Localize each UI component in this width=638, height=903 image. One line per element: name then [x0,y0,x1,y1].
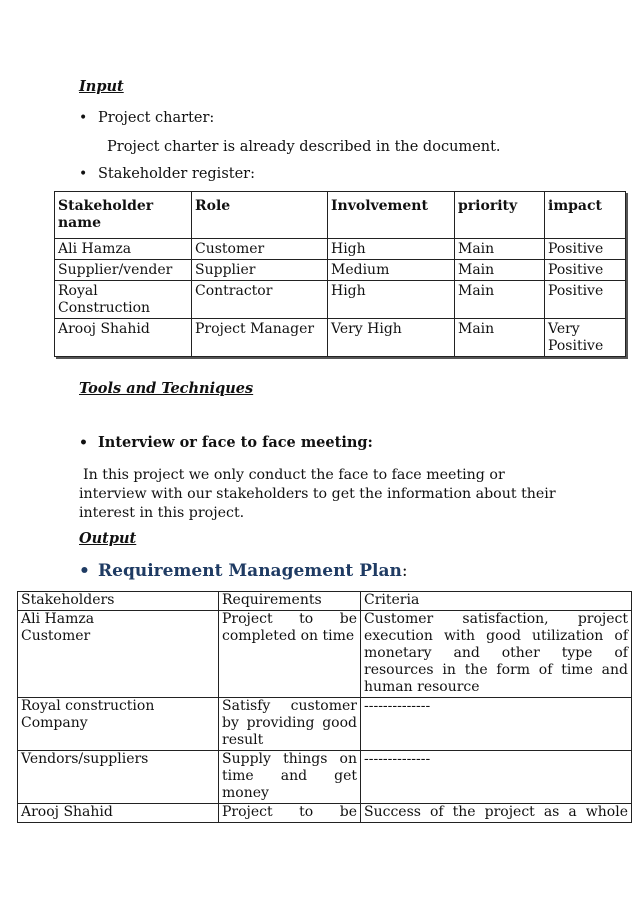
bullet-label: Stakeholder register: [98,166,255,182]
table-row [55,319,626,357]
table-row [18,804,632,823]
table-cell: Main [455,239,545,260]
table-cell: Ali Hamza [55,239,192,260]
table-cell: Supply things on time and get money [219,751,361,804]
table-cell: Project to be [219,804,361,823]
table-cell: Positive [545,239,626,260]
table-cell: Supplier [192,260,328,281]
requirement-plan-table [17,591,632,823]
bullet-label: Project charter: [98,110,215,126]
table-cell: Satisfy customer by providing good result [219,698,361,751]
project-charter-text: Project charter is already described in the document. [107,139,501,155]
bullet-project-charter [79,110,214,126]
tools-paragraph: In this project we only conduct the face to face meeting or interview with our stakeholders to get the information about their interest in this project. [79,467,556,521]
column-header: Role [192,192,328,239]
input-heading: Input [79,78,124,95]
table-cell: Royal construction Company [18,698,219,751]
table-cell: Arooj Shahid [18,804,219,823]
table-cell: -------------- [361,698,632,751]
table-cell: Project to be completed on time [219,611,361,698]
table-header-row [18,592,632,611]
table-cell: Main [455,281,545,319]
table-row [55,281,626,319]
table-cell: High [328,239,455,260]
table-cell: Supplier/vender [55,260,192,281]
bullet-interview [79,434,373,451]
table-cell: Customer satisfaction, project execution with good utilization of monetary and other type of resources in the form of time and human resource [361,611,632,698]
table-row [55,260,626,281]
table-cell: Very Positive [545,319,626,357]
table-row [18,751,632,804]
bullet-stakeholder-register [79,166,255,182]
requirement-plan-title: Requirement Management Plan [98,561,402,581]
bullet-requirement-plan [79,561,408,581]
bullet-icon: • [79,110,88,126]
table-cell: Vendors/suppliers [18,751,219,804]
table-cell: Very High [328,319,455,357]
column-header: priority [455,192,545,239]
column-header: Stakeholders [18,592,219,611]
table-cell: -------------- [361,751,632,804]
column-header: Involvement [328,192,455,239]
bullet-icon: • [79,561,90,581]
table-cell: Project Manager [192,319,328,357]
column-header: Requirements [219,592,361,611]
title-colon: : [401,561,408,581]
table-row [55,239,626,260]
table-cell: Main [455,260,545,281]
table-cell: Royal Construction [55,281,192,319]
table-row [18,698,632,751]
bullet-icon: • [79,166,88,182]
bullet-label: Interview or face to face meeting: [98,434,373,451]
table-cell: Ali Hamza Customer [18,611,219,698]
table-cell: Success of the project as a whole [361,804,632,823]
table-cell: Arooj Shahid [55,319,192,357]
table-cell: Positive [545,260,626,281]
table-cell: Main [455,319,545,357]
column-header: Stakeholder name [55,192,192,239]
table-cell: Medium [328,260,455,281]
table-row [18,611,632,698]
table-cell: Contractor [192,281,328,319]
tools-heading: Tools and Techniques [79,380,254,397]
table-cell: Positive [545,281,626,319]
column-header: Criteria [361,592,632,611]
table-cell: Customer [192,239,328,260]
table-header-row [55,192,626,239]
column-header: impact [545,192,626,239]
output-heading: Output [79,530,137,547]
table-cell: High [328,281,455,319]
stakeholder-register-table [54,191,626,357]
bullet-icon: • [79,435,88,451]
